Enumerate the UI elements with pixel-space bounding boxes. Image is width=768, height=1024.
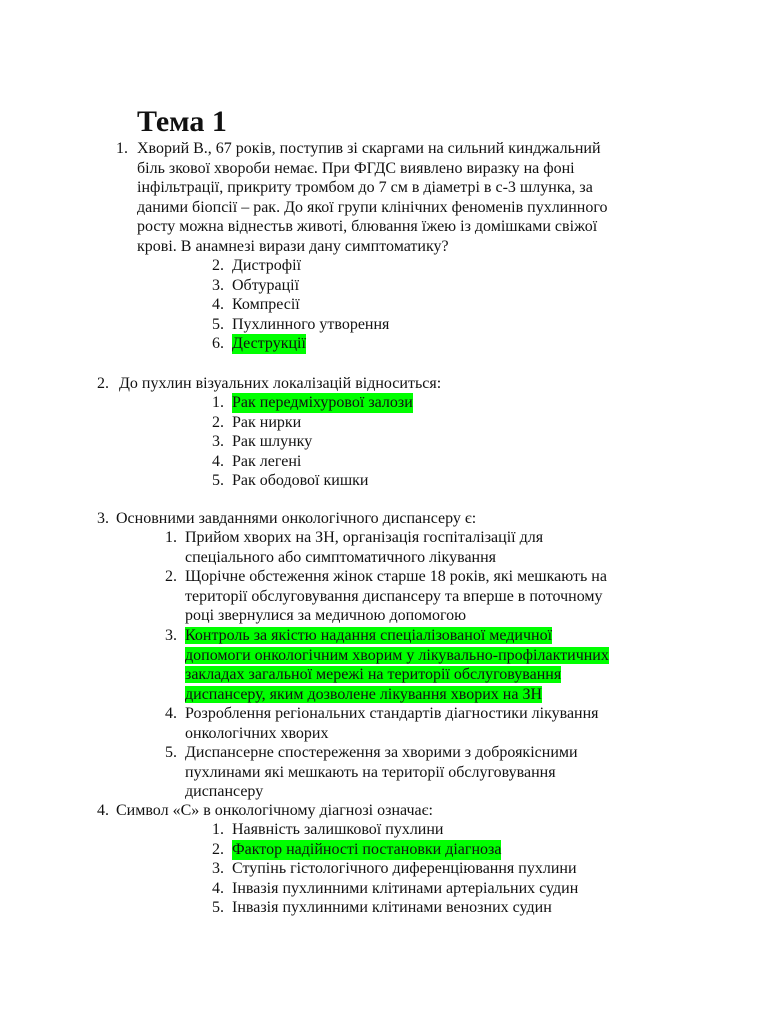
option-text: Компресії xyxy=(232,296,300,313)
option-text: Обтурації xyxy=(232,277,300,294)
page-title: Тема 1 xyxy=(137,105,227,138)
option-text xyxy=(185,567,607,626)
option-line: спеціального або симптоматичного лікування xyxy=(185,548,497,566)
question-4-number: 4. xyxy=(97,802,109,819)
question-3-text: Основними завданнями онкологічного диспансеру є: xyxy=(116,510,477,527)
question-1-line: біль зкової хвороби немає. При ФГДС виявлено виразку на фоні xyxy=(137,159,575,177)
question-1-line: крові. В анамнезі вирази дану симптоматику? xyxy=(137,237,449,255)
option-text xyxy=(185,704,599,743)
option-line: онкологічних хворих xyxy=(185,724,329,742)
option-number: 2. xyxy=(212,414,224,431)
option-number: 1. xyxy=(165,529,177,546)
option-text: Рак ободової кишки xyxy=(232,472,369,489)
highlighted-answer: Деструкції xyxy=(232,335,306,352)
option-number: 5. xyxy=(212,472,224,489)
option-number: 3. xyxy=(212,433,224,450)
option-text: Дистрофії xyxy=(232,257,302,274)
option-text xyxy=(185,743,578,802)
option-number: 5. xyxy=(212,899,224,916)
option-line: Контроль за якістю надання спеціалізованої медичної xyxy=(185,627,553,644)
question-1-line: інфільтрації, прикриту тромбом до 7 см в діаметрі в с-3 шлунка, за xyxy=(137,179,593,197)
option-line: Розроблення регіональних стандартів діагностики лікування xyxy=(185,705,599,722)
option-number: 3. xyxy=(212,860,224,877)
option-number: 1. xyxy=(212,821,224,838)
option-number: 4. xyxy=(212,880,224,897)
option-number: 2. xyxy=(212,257,224,274)
question-1-line: даними біопсії – рак. До якої групи клінічних феноменів пухлинного xyxy=(137,198,608,216)
question-1-line: росту можна віднестьв животі, блювання їжею із домішками свіжої xyxy=(137,218,598,236)
highlighted-answer xyxy=(185,626,609,704)
option-number: 6. xyxy=(212,335,224,352)
question-1-text xyxy=(137,139,697,257)
option-number: 1. xyxy=(212,394,224,411)
question-2-number: 2. xyxy=(97,375,109,392)
option-text: Інвазія пухлинними клітинами артеріальних судин xyxy=(232,880,579,897)
question-4-text: Символ «С» в онкологічному діагнозі означає: xyxy=(116,802,433,819)
option-text: Рак нирки xyxy=(232,414,302,431)
option-text: Пухлинного утворення xyxy=(232,316,390,333)
highlighted-answer: Фактор надійності постановки діагноза xyxy=(232,841,502,858)
option-line: пухлинами які мешкають на території обслуговування xyxy=(185,763,556,781)
option-text: Рак легені xyxy=(232,453,302,470)
option-text: Наявність залишкової пухлини xyxy=(232,821,444,838)
option-number: 4. xyxy=(212,453,224,470)
option-number: 3. xyxy=(212,277,224,294)
question-1-number: 1. xyxy=(116,140,128,157)
option-line: диспансеру, яким дозволене лікування хворих на ЗН xyxy=(185,685,543,703)
option-number: 5. xyxy=(165,744,177,761)
option-text: Інвазія пухлинними клітинами венозних судин xyxy=(232,899,552,916)
option-number: 2. xyxy=(212,841,224,858)
option-text: Рак шлунку xyxy=(232,433,313,450)
option-number: 4. xyxy=(212,296,224,313)
highlighted-answer: Рак передміхурової залози xyxy=(232,394,413,411)
option-line: диспансеру xyxy=(185,783,264,801)
question-2-text: До пухлин візуальних локалізацій відноситься: xyxy=(119,375,442,392)
question-1-line: Хворий В., 67 років, поступив зі скаргами на сильний кинджальний xyxy=(137,140,601,157)
option-number: 3. xyxy=(165,627,177,644)
option-number: 2. xyxy=(165,568,177,585)
option-line: Прийом хворих на ЗН, організація госпіталізації для xyxy=(185,529,544,546)
option-text: Ступінь гістологічного диференціювання пухлини xyxy=(232,860,577,877)
option-line: закладах загальної мережі на території обслуговування xyxy=(185,666,562,684)
option-line: Диспансерне спостереження за хворими з доброякісними xyxy=(185,744,578,761)
option-line: році звернулися за медичною допомогою xyxy=(185,607,467,625)
option-text xyxy=(185,528,543,567)
question-3-number: 3. xyxy=(97,510,109,527)
option-line: допомоги онкологічним хворим у лікувально-профілактичних xyxy=(185,646,609,664)
option-line: Щорічне обстеження жінок старше 18 років, які мешкають на xyxy=(185,568,607,585)
option-number: 4. xyxy=(165,705,177,722)
option-number: 5. xyxy=(212,316,224,333)
option-line: території обслуговування диспансеру та вперше в поточному xyxy=(185,587,603,605)
